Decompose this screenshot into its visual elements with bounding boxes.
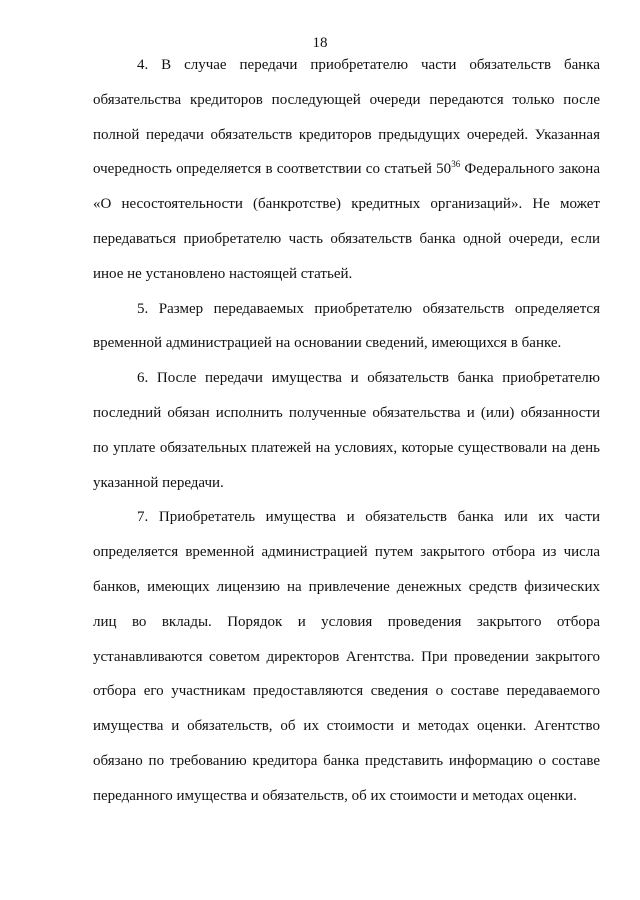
paragraph-5: 5. Размер передаваемых приобретателю обязательств определяется временной администрацией на основании сведений, имеющихся в банке. [93, 300, 600, 352]
page-number: 18 [312, 35, 328, 51]
paragraph-6: 6. После передачи имущества и обязательств банка приобретателю последний обязан исполнить полученные обязательства и (или) обязанности по уплате обязательных платежей на условиях, которые существовали на день указанной передачи. [93, 370, 600, 491]
paragraph-4 [93, 48, 600, 292]
paragraph-4-text-end: Федерального закона «О несостоятельности (банкротстве) кредитных организаций». Не может передаваться приобретателю часть обязательств банка одной очереди, если иное не установлено настоящей статьей. [93, 161, 600, 282]
article-number-superscript: 36 [451, 159, 461, 170]
paragraph-4-text-start: 4. В случае передачи приобретателю части обязательств банка обязательства кредиторов последующей очереди передаются только после полной передачи обязательств кредиторов предыдущих очередей. Указанная очередность определяется в соответствии со статьей 50 [93, 57, 600, 178]
document-body [93, 48, 600, 814]
paragraph-7: 7. Приобретатель имущества и обязательств банка или их части определяется временной администрацией путем закрытого отбора из числа банков, имеющих лицензию на привлечение денежных средств физических лиц во вклады. Порядок и условия проведения закрытого отбора устанавливаются советом директоров Агентства. При проведении закрытого отбора его участникам предоставляются сведения о составе передаваемого имущества и обязательств, об их стоимости и методах оценки. Агентство обязано по требованию кредитора банка представить информацию о составе переданного имущества и обязательств, об их стоимости и методах оценки. [93, 509, 600, 804]
